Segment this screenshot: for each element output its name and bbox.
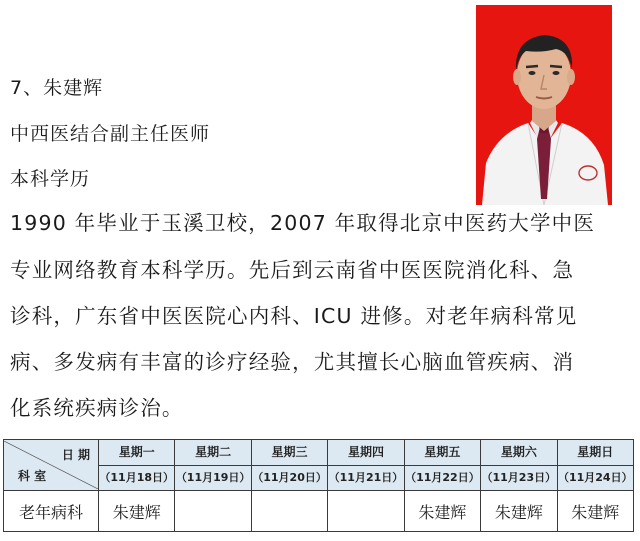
date-header-tue: （11月19日）: [175, 465, 251, 491]
doctor-photo: [476, 5, 612, 205]
date-header-wed: （11月20日）: [251, 465, 327, 491]
schedule-cell-fri: 朱建辉: [404, 491, 480, 532]
table-row: [4, 491, 634, 532]
schedule-cell-sun: 朱建辉: [557, 491, 633, 532]
schedule-cell-wed: [251, 491, 327, 532]
day-header-fri: 星期五: [404, 440, 480, 466]
corner-date-label: 日 期: [61, 448, 90, 462]
day-header-wed: 星期三: [251, 440, 327, 466]
bio-line-3: 诊科，广东省中医医院心内科、ICU 进修。对老年病科常见: [10, 304, 578, 328]
schedule-cell-mon: 朱建辉: [99, 491, 175, 532]
corner-header-cell: [4, 440, 99, 491]
doctor-name: 7、朱建辉: [10, 77, 104, 99]
schedule-header-row: [4, 440, 634, 466]
bio-line-1: 1990 年毕业于玉溪卫校，2007 年取得北京中医药大学中医: [10, 211, 596, 235]
date-header-mon: （11月18日）: [99, 465, 175, 491]
bio-line-4: 病、多发病有丰富的诊疗经验，尤其擅长心脑血管疾病、消: [10, 350, 575, 374]
day-header-thu: 星期四: [328, 440, 404, 466]
date-header-fri: （11月22日）: [404, 465, 480, 491]
schedule-cell-thu: [328, 491, 404, 532]
bio-line-5: 化系统疾病诊治。: [10, 396, 184, 420]
schedule-cell-sat: 朱建辉: [481, 491, 557, 532]
day-header-tue: 星期二: [175, 440, 251, 466]
portrait-illustration: [476, 5, 612, 205]
corner-dept-label: 科 室: [18, 469, 47, 483]
bio-line-2: 专业网络教育本科学历。先后到云南省中医医院消化科、急: [10, 258, 575, 282]
day-header-mon: 星期一: [99, 440, 175, 466]
doctor-title: 中西医结合副主任医师: [10, 123, 211, 145]
date-header-thu: （11月21日）: [328, 465, 404, 491]
date-header-sun: （11月24日）: [557, 465, 633, 491]
schedule-date-row: [4, 465, 634, 491]
dept-cell: 老年病科: [4, 491, 99, 532]
date-header-sat: （11月23日）: [481, 465, 557, 491]
schedule-cell-tue: [175, 491, 251, 532]
day-header-sun: 星期日: [557, 440, 633, 466]
day-header-sat: 星期六: [481, 440, 557, 466]
schedule-table: [3, 439, 634, 532]
doctor-degree: 本科学历: [10, 168, 91, 190]
